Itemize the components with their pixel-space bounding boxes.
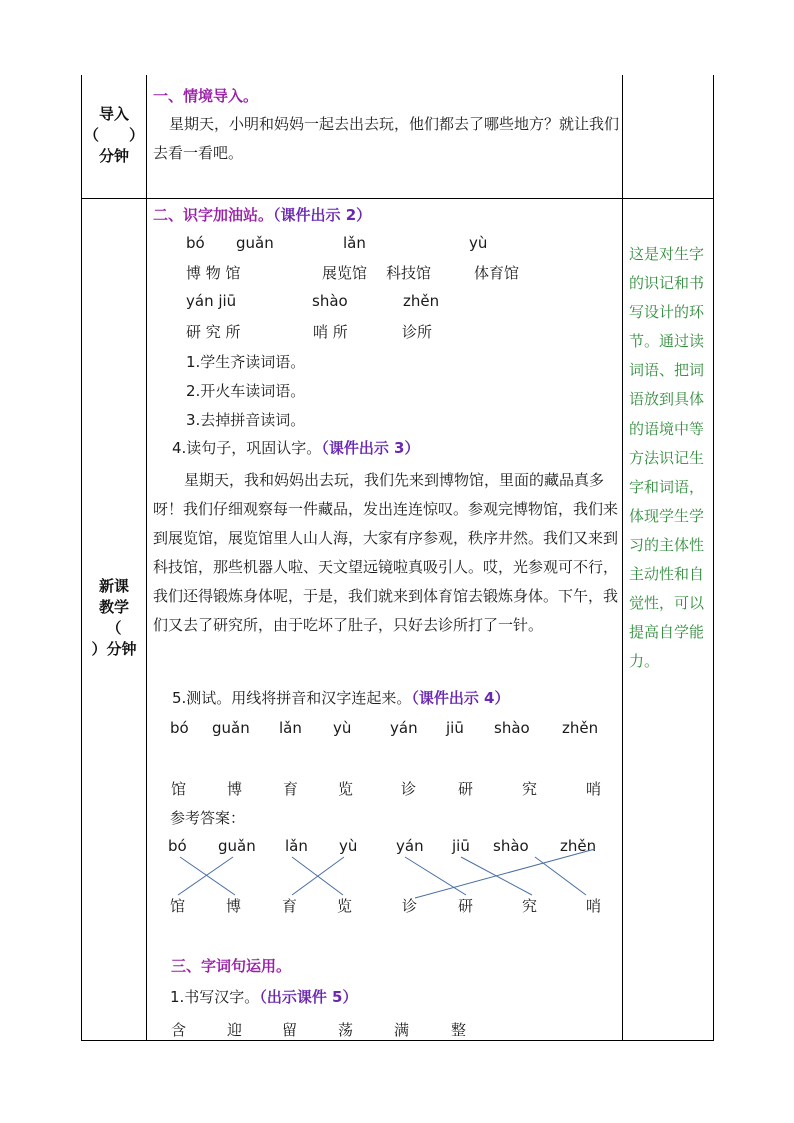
pinyin-yanjiu: yán jiū	[186, 292, 237, 310]
test-char-yan: 研	[458, 780, 474, 798]
test-char-bo: 博	[227, 780, 243, 798]
pinyin-bo: bó	[186, 234, 205, 252]
pinyin-guan: guǎn	[236, 234, 274, 252]
write-step-text: 1.书写汉字。	[170, 988, 260, 1006]
answer-pinyin-guan: guǎn	[218, 837, 256, 855]
word-yanjiusuo: 研 究 所	[186, 323, 241, 341]
step-3: 3.去掉拼音读词。	[186, 411, 306, 429]
newlesson-label-line4: ）分钟	[91, 640, 137, 658]
answer-pinyin-zhen: zhěn	[560, 837, 597, 855]
word-shaosuo: 哨 所	[313, 323, 348, 341]
answer-char-yan: 研	[458, 897, 474, 915]
connector-shao	[535, 857, 586, 895]
test-pinyin-guan: guǎn	[212, 719, 250, 737]
pinyin-yu: yù	[469, 234, 488, 252]
write-step-tag: （出示课件 5）	[259, 988, 358, 1006]
test-char-jiu: 究	[522, 780, 538, 798]
test-char-lan: 览	[338, 780, 354, 798]
pinyin-shao: shào	[312, 292, 348, 310]
answer-char-guan: 馆	[170, 897, 186, 915]
test-pinyin-lan: lǎn	[279, 719, 302, 737]
section2-title: 二、识字加油站。	[153, 206, 274, 224]
word-bowuguan: 博 物 馆	[186, 264, 241, 282]
answer-pinyin-jiu: jiū	[452, 837, 470, 855]
answer-char-bo: 博	[226, 897, 242, 915]
step-5-text: 5.测试。用线将拼音和汉字连起来。	[172, 689, 412, 707]
word-zhensuo: 诊所	[402, 323, 433, 341]
intro-heading: 一、情境导入。	[153, 87, 259, 105]
step-4-text: 4.读句子，巩固认字。	[172, 439, 322, 457]
newlesson-label-line3: （	[106, 619, 122, 637]
answer-label: 参考答案：	[170, 809, 246, 827]
test-pinyin-shao: shào	[494, 719, 530, 737]
test-pinyin-bo: bó	[170, 719, 189, 737]
design-note: 这是对生字的识记和书写设计的环节。通过读词语、把词语放到具体的语境中等方法识记生字和词语，体现学生学习的主体性主动性和自觉性，可以提高自学能力。	[629, 245, 705, 671]
answer-pinyin-yan: yán	[396, 837, 424, 855]
write-char-liu: 留	[282, 1021, 298, 1039]
write-char-zheng: 整	[451, 1021, 467, 1039]
word-tiyuguan: 体育馆	[474, 264, 520, 282]
section3-heading: 三、字词句运用。	[171, 957, 292, 975]
answer-pinyin-shao: shào	[493, 837, 529, 855]
answer-char-jiu: 究	[522, 897, 538, 915]
write-char-han: 含	[171, 1021, 187, 1039]
word-zhanlanguan: 展览馆	[322, 264, 368, 282]
write-char-dang: 荡	[338, 1021, 354, 1039]
answer-char-yu: 育	[282, 897, 298, 915]
connector-guan	[178, 857, 233, 895]
answer-char-lan: 览	[337, 897, 353, 915]
answer-pinyin-bo: bó	[168, 837, 187, 855]
test-pinyin-yan: yán	[390, 719, 418, 737]
test-char-guan: 馆	[171, 780, 187, 798]
step-5-tag: （课件出示 4）	[411, 689, 510, 707]
intro-label-line1: 导入	[98, 105, 129, 123]
answer-char-shao: 哨	[586, 897, 602, 915]
reading-passage-body: 星期天，我和妈妈出去玩，我们先来到博物馆，里面的藏品真多呀！我们仔细观察每一件藏品，发出连连惊叹。参观完博物馆，我们来到展览馆，展览馆里人山人海，大家有序参观，秩序井然。我们又来到科技馆，那些机器人啦、天文望远镜啦真吸引人。哎，光参观可不行，我们还得锻炼身体呢，于是，我们就来到体育馆去锻炼身体。下午，我们又去了研究所，由于吃坏了肚子，只好去诊所打了一针。	[153, 471, 619, 635]
step-2: 2.开火车读词语。	[186, 382, 306, 400]
answer-char-zhen: 诊	[402, 897, 418, 915]
newlesson-label-line1: 新课	[98, 577, 129, 595]
word-kejiguan: 科技馆	[386, 264, 432, 282]
step-4-tag: （课件出示 3）	[321, 439, 420, 457]
connector-zhen	[415, 849, 595, 898]
intro-label-line3: 分钟	[98, 147, 129, 165]
write-step	[170, 987, 357, 1007]
write-char-man: 满	[394, 1021, 410, 1039]
pinyin-zhen: zhěn	[403, 292, 440, 310]
pinyin-lan: lǎn	[343, 234, 366, 252]
connector-yan	[405, 857, 466, 895]
write-char-ying: 迎	[227, 1021, 243, 1039]
test-char-yu: 育	[283, 780, 299, 798]
test-char-shao: 哨	[586, 780, 602, 798]
section2-tag: （课件出示 2）	[273, 206, 372, 224]
test-pinyin-jiu: jiū	[446, 719, 464, 737]
step-1: 1.学生齐读词语。	[186, 353, 306, 371]
intro-label-line2: （ ）	[83, 126, 144, 144]
answer-pinyin-lan: lǎn	[285, 837, 308, 855]
test-pinyin-zhen: zhěn	[562, 719, 599, 737]
test-char-zhen: 诊	[401, 780, 417, 798]
connector-bo	[180, 857, 235, 895]
test-pinyin-yu: yù	[333, 719, 352, 737]
answer-pinyin-yu: yù	[339, 837, 358, 855]
intro-text-body: 星期天，小明和妈妈一起去出去玩，他们都去了哪些地方？就让我们去看一看吧。	[153, 115, 620, 163]
newlesson-label-line2: 教学	[98, 598, 129, 616]
